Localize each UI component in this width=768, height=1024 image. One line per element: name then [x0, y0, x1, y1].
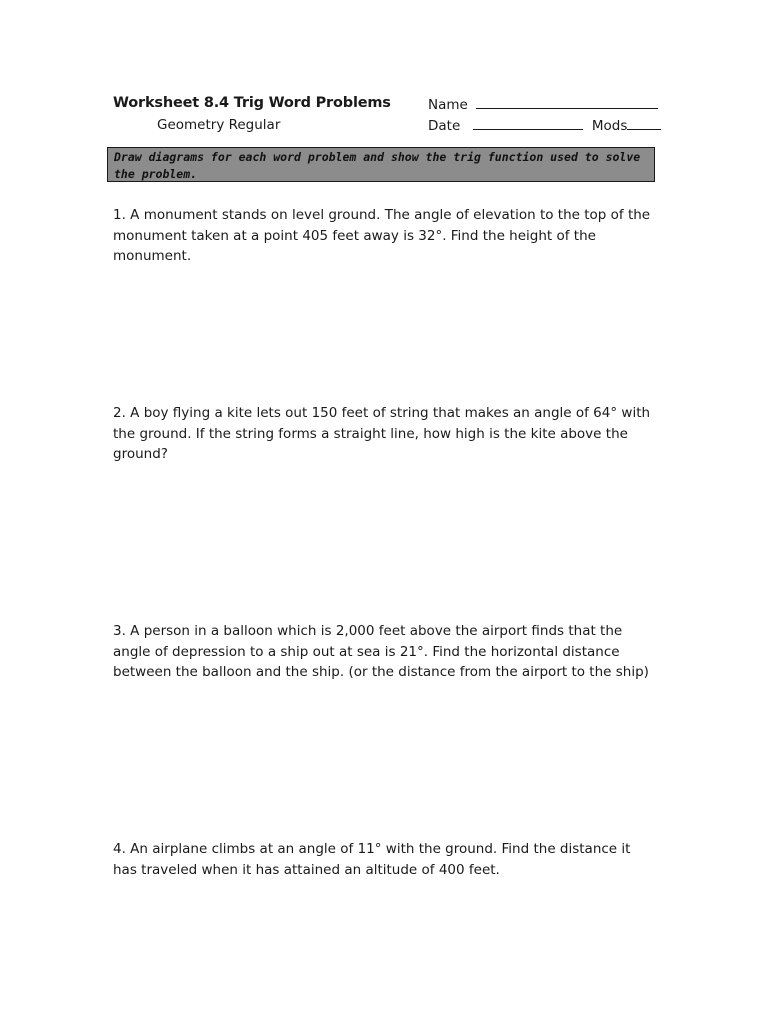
- mods-blank[interactable]: [627, 117, 661, 130]
- instructions-box: Draw diagrams for each word problem and show the trig function used to solve the problem.: [107, 147, 655, 182]
- mods-label: Mods: [591, 118, 628, 134]
- date-label: Date: [428, 118, 461, 134]
- problem-2: 2. A boy flying a kite lets out 150 feet of string that makes an angle of 64° with the ground. If the string forms a straight line, how high is the kite above the ground?: [113, 405, 651, 462]
- problem-4: 4. An airplane climbs at an angle of 11° with the ground. Find the distance it has traveled when it has attained an altitude of 400 feet.: [113, 841, 631, 878]
- problem-1: 1. A monument stands on level ground. The angle of elevation to the top of the monument taken at a point 405 feet away is 32°. Find the height of the monument.: [113, 207, 651, 264]
- problem-3: 3. A person in a balloon which is 2,000 feet above the airport finds that the angle of depression to a ship out at sea is 21°. Find the horizontal distance between the balloon and the ship. (or the distance from the airport to the ship): [113, 623, 649, 680]
- date-field-row: [428, 117, 661, 134]
- worksheet-title: Worksheet 8.4 Trig Word Problems: [113, 95, 391, 111]
- course-subtitle: Geometry Regular: [157, 117, 281, 133]
- name-label: Name: [428, 97, 468, 113]
- name-blank[interactable]: [476, 96, 658, 109]
- date-blank[interactable]: [473, 117, 583, 130]
- name-field-row: [428, 96, 658, 113]
